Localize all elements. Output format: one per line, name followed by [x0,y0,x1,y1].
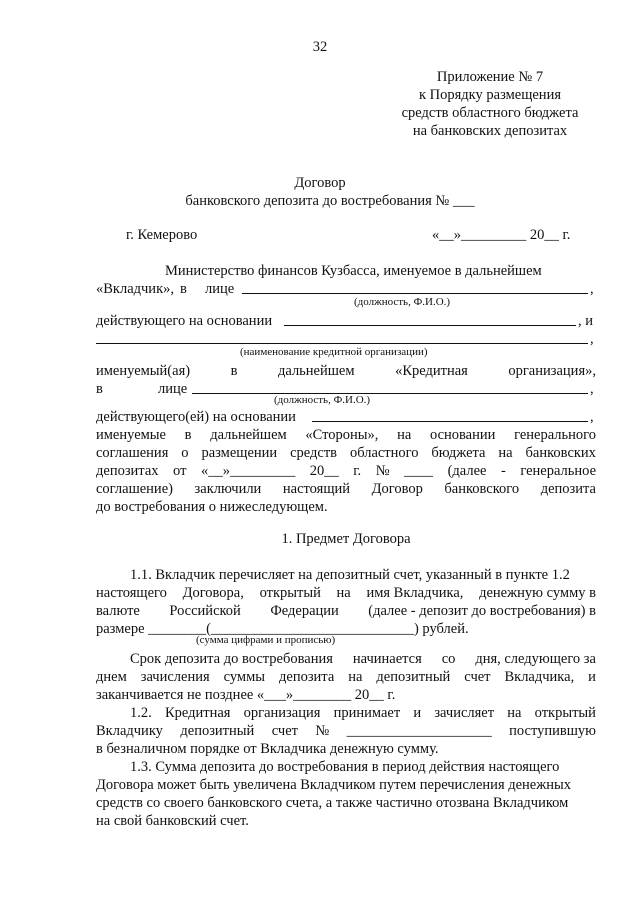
p1-3-line-4: на свой банковский счет. [96,813,249,829]
p1-3-line-1: 1.3. Сумма депозита до востребования в период действия настоящего [130,759,560,775]
intro-line-10: депозитах от «__»_________ 20__ г. № ____ (далее - генеральное [96,463,596,479]
intro-line-1: Министерство финансов Кузбасса, именуемое в дальнейшем [165,263,542,279]
p1-1-line-4: размере ________(____________________________) рублей. [96,621,469,637]
p1-2-line-3: в безналичном порядке от Вкладчика денежную сумму. [96,741,439,757]
blank-org-name[interactable] [96,343,588,344]
hint-position-1: (должность, Ф.И.О.) [354,296,451,308]
p1-3-line-3: средств со своего банковского счета, а также частично отозвана Вкладчиком [96,795,569,811]
intro-line-3-end: , и [578,313,594,329]
p1-1-line-3: валюте Российской Федерации (далее - депозит до востребования) в [96,603,596,619]
intro-comma-2: , [590,331,594,347]
hint-position-2: (должность, Ф.И.О.) [274,394,371,406]
p1-3-line-2: Договора может быть увеличена Вкладчиком путем перечисления денежных [96,777,572,793]
intro-comma-4: , [590,409,594,425]
p-term-line-1: Срок депозита до востребования начинается со дня, следующего за [130,651,596,667]
hint-org: (наименование кредитной организации) [240,346,428,358]
intro-v: в [180,281,187,297]
intro-line-12: до востребования о нижеследующем. [96,499,328,515]
intro-line-6-v: в [96,381,103,397]
p1-2-line-1: 1.2. Кредитная организация принимает и зачисляет на открытый [130,705,596,721]
intro-line-5: именуемый(ая) в дальнейшем «Кредитная организация», [96,363,596,379]
p-term-line-3: заканчивается не позднее «___»________ 20__ г. [96,687,396,703]
document-title: Договор [294,175,346,191]
appendix-line-4: на банковских депозитах [412,123,568,139]
document-subtitle: банковского депозита до востребования № ___ [185,193,475,209]
section-1-title: 1. Предмет Договора [281,531,411,547]
city: г. Кемерово [126,227,198,243]
intro-comma-3: , [590,381,594,397]
blank-basis-2[interactable] [312,421,588,422]
intro-line-11: соглашение) заключили настоящий Договор банковского депозита [96,481,596,497]
page-number: 32 [312,39,328,55]
p-term-line-2: днем зачисления суммы депозита на депозитный счет Вкладчика, и [96,669,596,685]
intro-line-3: действующего на основании [96,313,273,329]
blank-position-1[interactable] [242,293,588,294]
p1-1-line-1: 1.1. Вкладчик перечисляет на депозитный счет, указанный в пункте 1.2 [130,567,570,583]
appendix-line-1: Приложение № 7 [436,69,544,85]
intro-line-9: соглашения о размещении средств областного бюджета на банковских [96,445,596,461]
intro-line-8: именуемые в дальнейшем «Стороны», на основании генерального [96,427,596,443]
p1-1-line-2: настоящего Договора, открытый на имя Вкладчика, денежную сумму в [96,585,596,601]
hint-sum: (сумма цифрами и прописью) [196,634,336,646]
blank-basis-1[interactable] [284,325,576,326]
intro-litse: лице [205,281,235,297]
intro-line-6-litse: лице [158,381,188,397]
p1-2-line-2: Вкладчику депозитный счет № ____________________ поступившую [96,723,596,739]
appendix-line-3: средств областного бюджета [401,105,579,121]
intro-comma-1: , [590,281,594,297]
appendix-line-2: к Порядку размещения [418,87,561,103]
blank-position-2[interactable] [192,393,588,394]
intro-vkladchik: «Вкладчик», [96,281,174,297]
contract-date: «__»_________ 20__ г. [432,227,571,243]
intro-line-7: действующего(ей) на основании [96,409,296,425]
